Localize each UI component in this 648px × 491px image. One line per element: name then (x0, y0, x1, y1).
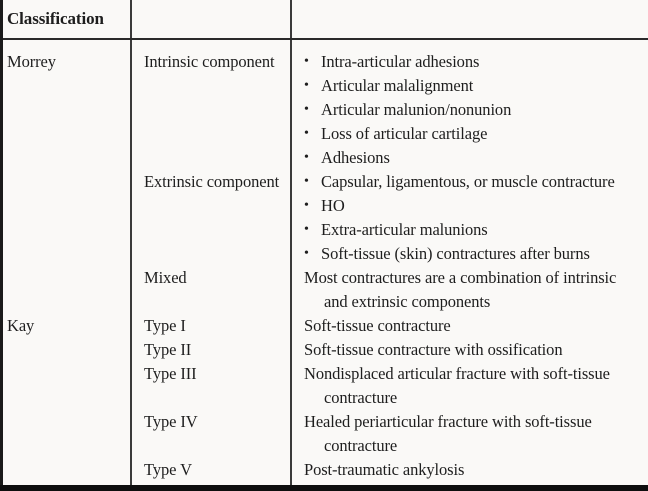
description-text: Healed periarticular fracture with soft-tissue (304, 412, 592, 431)
cell-classification (0, 74, 130, 98)
cell-subtype: Type V (144, 460, 192, 479)
bullet-icon: • (304, 102, 309, 117)
cell-description (290, 410, 648, 434)
description-text: Soft-tissue (skin) contractures after burns (321, 244, 590, 263)
cell-classification (0, 434, 130, 458)
table-row (0, 314, 648, 338)
cell-description (290, 170, 648, 194)
description-text: and extrinsic components (324, 292, 491, 311)
cell-description (290, 386, 648, 410)
cell-subtype: Type II (144, 340, 192, 359)
table-left-border (0, 0, 3, 491)
description-text: Articular malunion/nonunion (321, 100, 512, 119)
cell-subtype: Extrinsic component (144, 172, 280, 191)
description-text: Most contractures are a combination of intrinsic (304, 268, 617, 287)
table-bottom-border (0, 485, 648, 491)
table-row (0, 170, 648, 194)
cell-description (290, 98, 648, 122)
cell-subtype: Type IV (144, 412, 198, 431)
table-header-row (0, 0, 648, 40)
cell-description (290, 122, 648, 146)
cell-classification: Morrey (7, 52, 56, 71)
cell-subtype (130, 122, 290, 146)
bullet-icon: • (304, 150, 309, 165)
bullet-icon: • (304, 198, 309, 213)
cell-subtype (130, 98, 290, 122)
cell-subtype (130, 194, 290, 218)
bullet-icon: • (304, 246, 309, 261)
cell-description (290, 242, 648, 266)
cell-classification (0, 458, 130, 482)
table-row (0, 290, 648, 314)
cell-classification (0, 338, 130, 362)
cell-classification (0, 122, 130, 146)
cell-description (290, 194, 648, 218)
cell-description (290, 458, 648, 482)
table-row (0, 74, 648, 98)
cell-classification (0, 146, 130, 170)
cell-description (290, 146, 648, 170)
table-row (0, 98, 648, 122)
cell-subtype: Intrinsic component (144, 52, 275, 71)
cell-description (290, 314, 648, 338)
table-row (0, 458, 648, 482)
cell-subtype (130, 290, 290, 314)
table-body (0, 42, 648, 482)
cell-classification: Kay (7, 316, 35, 335)
bullet-icon: • (304, 126, 309, 141)
cell-subtype (130, 386, 290, 410)
description-text: Loss of articular cartilage (321, 124, 488, 143)
cell-classification (0, 266, 130, 290)
cell-description (290, 338, 648, 362)
table-row (0, 338, 648, 362)
table-row (0, 410, 648, 434)
table-row (0, 122, 648, 146)
cell-subtype (130, 74, 290, 98)
description-text: Post-traumatic ankylosis (304, 460, 465, 479)
header-classification: Classification (7, 9, 104, 28)
cell-classification (0, 98, 130, 122)
cell-subtype: Type I (144, 316, 186, 335)
cell-description (290, 290, 648, 314)
table-row (0, 386, 648, 410)
table-row (0, 434, 648, 458)
table-row (0, 218, 648, 242)
description-text: Nondisplaced articular fracture with soft-tissue (304, 364, 610, 383)
cell-classification (0, 242, 130, 266)
cell-description (290, 362, 648, 386)
description-text: Capsular, ligamentous, or muscle contracture (321, 172, 615, 191)
description-text: Extra-articular malunions (321, 220, 488, 239)
bullet-icon: • (304, 222, 309, 237)
table-row (0, 146, 648, 170)
description-text: contracture (324, 388, 398, 407)
cell-classification (0, 170, 130, 194)
bullet-icon: • (304, 54, 309, 69)
description-text: contracture (324, 436, 398, 455)
description-text: Soft-tissue contracture with ossification (304, 340, 563, 359)
cell-classification (0, 218, 130, 242)
cell-subtype (130, 146, 290, 170)
description-text: Articular malalignment (321, 76, 474, 95)
cell-classification (0, 194, 130, 218)
table-row (0, 362, 648, 386)
cell-description (290, 50, 648, 74)
cell-description (290, 266, 648, 290)
cell-subtype: Mixed (144, 268, 187, 287)
table-row (0, 242, 648, 266)
cell-classification (0, 386, 130, 410)
cell-subtype (130, 218, 290, 242)
cell-subtype: Type III (144, 364, 197, 383)
cell-classification (0, 410, 130, 434)
cell-classification (0, 290, 130, 314)
cell-subtype (130, 434, 290, 458)
bullet-icon: • (304, 78, 309, 93)
description-text: Soft-tissue contracture (304, 316, 451, 335)
description-text: Adhesions (321, 148, 390, 167)
cell-subtype (130, 242, 290, 266)
bullet-icon: • (304, 174, 309, 189)
description-text: Intra-articular adhesions (321, 52, 480, 71)
cell-description (290, 218, 648, 242)
table-row (0, 194, 648, 218)
cell-classification (0, 362, 130, 386)
cell-description (290, 434, 648, 458)
cell-description (290, 74, 648, 98)
table-row (0, 50, 648, 74)
table-row (0, 266, 648, 290)
description-text: HO (321, 196, 345, 215)
